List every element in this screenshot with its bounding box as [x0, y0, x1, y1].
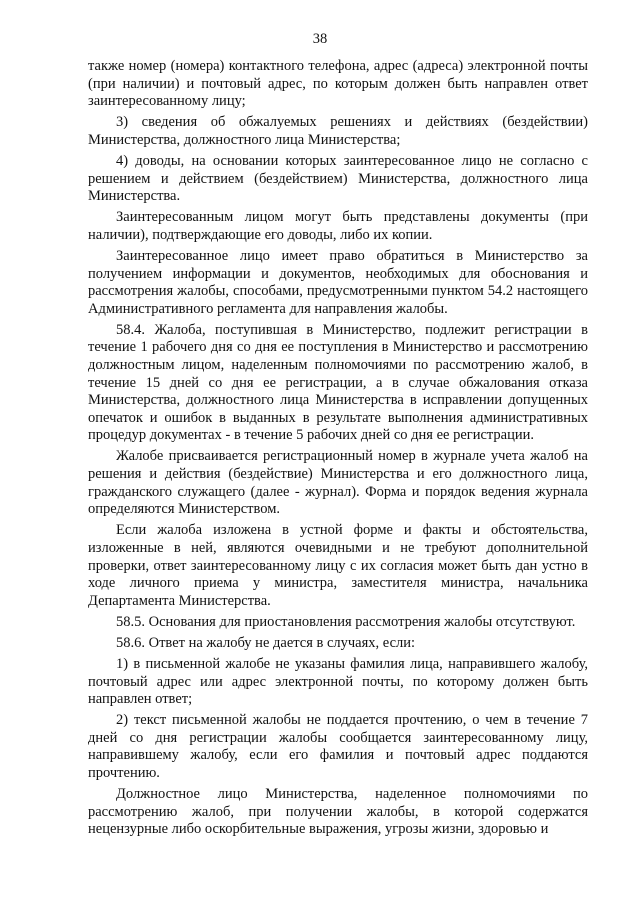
paragraph-documents: Заинтересованным лицом могут быть представлены документы (при наличии), подтверждающие его доводы, либо их копии.: [88, 209, 588, 243]
paragraph-official-obscene: Должностное лицо Министерства, наделенное полномочиями по рассмотрению жалоб, при получении жалобы, в которой содержатся нецензурные либо оскорбительные выражения, угрозы жизни, здоровью и: [88, 786, 588, 838]
paragraph-oral-complaint: Если жалоба изложена в устной форме и факты и обстоятельства, изложенные в ней, являются очевидными и не требуют дополнительной проверки, ответ заинтересованному лицу с их согласия может быть дан устно в ходе личного приема у министра, заместителя министра, начальника Департамента Министерства.: [88, 522, 588, 609]
paragraph-case-1: 1) в письменной жалобе не указаны фамилия лица, направившего жалобу, почтовый адрес или адрес электронной почты, по которому должен быть направлен ответ;: [88, 656, 588, 708]
document-body: [88, 58, 588, 842]
paragraph-58-4: 58.4. Жалоба, поступившая в Министерство, подлежит регистрации в течение 1 рабочего дня со дня ее поступления в Министерство и рассмотрению должностным лицом, наделенным полномочиями по рассмотрению жалоб, в течение 15 дней со дня ее регистрации, а в случае обжалования отказа Министерства, должностного лица Министерства в исправлении допущенных опечаток и ошибок в выданных в результате выполнения административных процедур документах - в течение 5 рабочих дней со дня ее регистрации.: [88, 321, 588, 444]
page-number: 38: [312, 31, 328, 47]
paragraph-case-2: 2) текст письменной жалобы не поддается прочтению, о чем в течение 7 дней со дня регистрации жалобы сообщается заинтересованному лицу, направившему жалобу, если его фамилия и почтовый адрес поддаются прочтению.: [88, 712, 588, 782]
paragraph-right-to-info: Заинтересованное лицо имеет право обратиться в Министерство за получением информации и документов, необходимых для обоснования и рассмотрения жалобы, способами, предусмотренными пунктом 54.2 настоящего Административного регламента для направления жалобы.: [88, 247, 588, 317]
paragraph-contact-info: также номер (номера) контактного телефона, адрес (адреса) электронной почты (при наличии) и почтовый адрес, по которым должен быть направлен ответ заинтересованному лицу;: [88, 58, 588, 110]
paragraph-58-6: 58.6. Ответ на жалобу не дается в случаях, если:: [116, 634, 416, 651]
paragraph-item-3: 3) сведения об обжалуемых решениях и действиях (бездействии) Министерства, должностного лица Министерства;: [88, 114, 588, 148]
paragraph-item-4: 4) доводы, на основании которых заинтересованное лицо не согласно с решением и действием (бездействием) Министерства, должностного лица Министерства.: [88, 152, 588, 205]
paragraph-registration-number: Жалобе присваивается регистрационный номер в журнале учета жалоб на решения и действия (бездействие) Министерства и его должностного лица, гражданского служащего (далее - журнал). Форма и порядок ведения журнала определяются Министерством.: [88, 448, 588, 518]
paragraph-58-5: 58.5. Основания для приостановления рассмотрения жалобы отсутствуют.: [116, 613, 576, 630]
